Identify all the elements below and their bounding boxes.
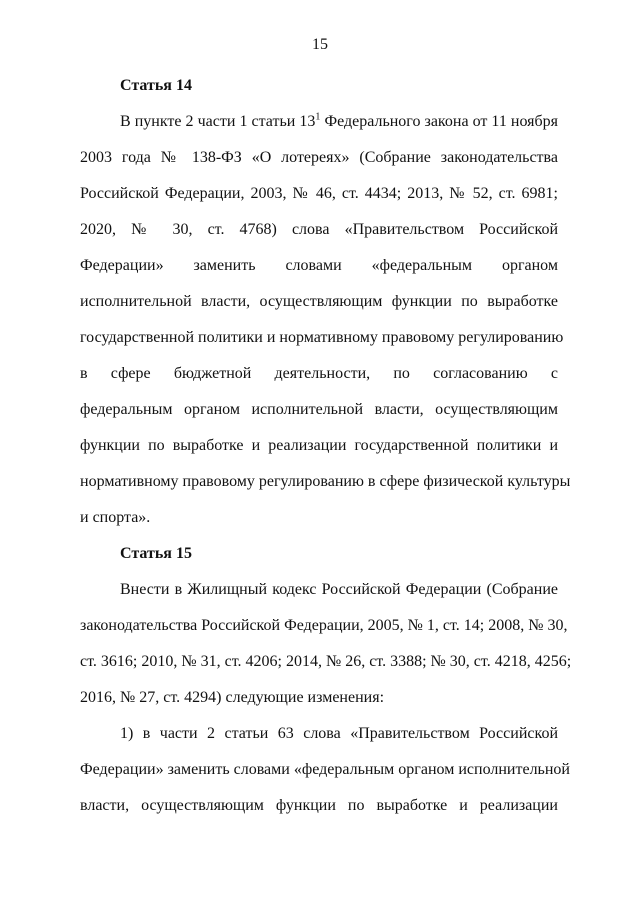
article-15-line-4: 2016, № 27, ст. 4294) следующие изменения: bbox=[80, 689, 385, 706]
article-14-line-12: и спорта». bbox=[80, 509, 151, 526]
article-14-line-8: в сфере бюджетной деятельности, по согласованию с bbox=[80, 365, 558, 382]
article-14-line-9: федеральным органом исполнительной власти, осуществляющим bbox=[80, 401, 558, 418]
article-14-line-1-start: В пункте 2 части 1 статьи 13 bbox=[120, 113, 316, 130]
page-number: 15 bbox=[312, 36, 328, 53]
article-14-line-11: нормативному правовому регулированию в сфере физической культуры bbox=[80, 473, 571, 490]
article-14-line-1 bbox=[120, 112, 558, 132]
article-14-line-1-rest: Федерального закона от 11 ноября bbox=[320, 113, 559, 130]
article-15-line-1: Внести в Жилищный кодекс Российской Федерации (Собрание bbox=[120, 581, 558, 598]
article-14-line-1-superscript: 1 bbox=[315, 111, 321, 123]
article-14-heading: Статья 14 bbox=[120, 77, 192, 94]
article-15-line-2: законодательства Российской Федерации, 2005, № 1, ст. 14; 2008, № 30, bbox=[80, 617, 568, 634]
article-15-line-7: власти, осуществляющим функции по выработке и реализации bbox=[80, 797, 558, 814]
article-15-line-6: Федерации» заменить словами «федеральным органом исполнительной bbox=[80, 761, 570, 778]
article-14-line-4: 2020, № 30, ст. 4768) слова «Правительством Российской bbox=[80, 221, 558, 238]
article-15-line-5: 1) в части 2 статьи 63 слова «Правительством Российской bbox=[120, 725, 558, 742]
article-15-line-3: ст. 3616; 2010, № 31, ст. 4206; 2014, № 26, ст. 3388; № 30, ст. 4218, 4256; bbox=[80, 653, 572, 670]
article-14-line-5: Федерации» заменить словами «федеральным органом bbox=[80, 257, 558, 274]
article-14-line-3: Российской Федерации, 2003, № 46, ст. 4434; 2013, № 52, ст. 6981; bbox=[80, 185, 558, 202]
article-14-line-7: государственной политики и нормативному правовому регулированию bbox=[80, 329, 564, 346]
article-14-line-6: исполнительной власти, осуществляющим функции по выработке bbox=[80, 293, 558, 310]
article-14-line-2: 2003 года № 138-ФЗ «О лотереях» (Собрание законодательства bbox=[80, 149, 558, 166]
article-15-heading: Статья 15 bbox=[120, 545, 192, 562]
article-14-line-10: функции по выработке и реализации государственной политики и bbox=[80, 437, 558, 454]
